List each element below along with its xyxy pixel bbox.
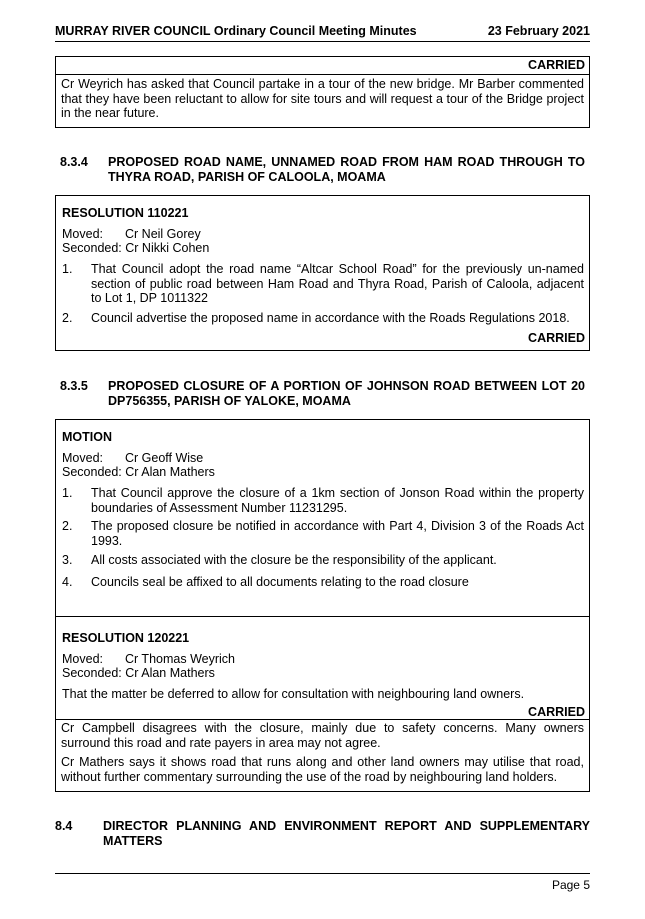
moved-label: Moved:	[62, 651, 103, 666]
resolution-box-834	[55, 195, 590, 351]
item-text: That Council adopt the road name “Altcar School Road” for the previously un-named section of public road between Ham Road and Thyra Road, Parish of Caloola, adjacent to Lot 1, DP 1011322	[91, 262, 584, 306]
section-heading-835	[60, 379, 585, 411]
section-title: PROPOSED CLOSURE OF A PORTION OF JOHNSON ROAD BETWEEN LOT 20 DP756355, PARISH OF YALOKE, MOAMA	[108, 379, 585, 408]
moved-line	[62, 451, 584, 466]
section-number: 8.4	[55, 819, 73, 833]
carried-label: CARRIED	[528, 58, 585, 72]
moved-line	[62, 652, 584, 667]
resolution-title: RESOLUTION 110221	[62, 206, 189, 220]
divider	[56, 74, 589, 75]
page-header	[55, 24, 590, 42]
divider	[56, 616, 589, 617]
discussion-note: Cr Mathers says it shows road that runs along and other land owners may utilise that road, without further commentary surrounding the use of the road by neighbouring land holders.	[61, 755, 584, 784]
divider	[56, 719, 589, 720]
seconded-label: Seconded:	[62, 465, 122, 480]
item-text: All costs associated with the closure be the responsibility of the applicant.	[91, 553, 497, 567]
item-text: The proposed closure be notified in accordance with Part 4, Division 3 of the Roads Act 1993.	[91, 519, 584, 548]
moved-line	[62, 227, 584, 242]
header-date: 23 February 2021	[487, 24, 590, 38]
moved-label: Moved:	[62, 226, 103, 241]
section-title: DIRECTOR PLANNING AND ENVIRONMENT REPORT AND SUPPLEMENTARY MATTERS	[103, 819, 590, 848]
carried-label: CARRIED	[528, 331, 585, 345]
item-text: That Council approve the closure of a 1km section of Jonson Road within the property boundaries of Assessment Number 11231295.	[91, 486, 584, 515]
footer-divider	[55, 873, 590, 874]
section-heading-834	[60, 155, 585, 187]
item-number: 2.	[62, 519, 73, 533]
discussion-note: Cr Campbell disagrees with the closure, mainly due to safety concerns. Many owners surround this road and rate payers in area may not agree.	[61, 721, 584, 750]
section-title: PROPOSED ROAD NAME, UNNAMED ROAD FROM HAM ROAD THROUGH TO THYRA ROAD, PARISH OF CALOOLA, MOAMA	[108, 155, 585, 184]
moved-value: Cr Geoff Wise	[125, 450, 204, 465]
page-number: Page 5	[551, 878, 590, 892]
motion-title: MOTION	[62, 430, 112, 444]
discussion-note: Cr Weyrich has asked that Council partake in a tour of the new bridge. Mr Barber commented that they have been reluctant to allow for site tours and will request a tour of the Bridge project in the near future.	[61, 77, 584, 121]
motion-box-835	[55, 419, 590, 792]
item-text: Councils seal be affixed to all documents relating to the road closure	[91, 575, 469, 589]
carried-box-top	[55, 56, 590, 128]
section-number: 8.3.4	[60, 155, 88, 169]
item-number: 4.	[62, 575, 73, 589]
seconded-value: Cr Alan Mathers	[125, 465, 215, 480]
seconded-label: Seconded:	[62, 241, 122, 256]
carried-label: CARRIED	[528, 705, 585, 719]
seconded-value: Cr Alan Mathers	[125, 666, 215, 681]
header-title: MURRAY RIVER COUNCIL Ordinary Council Meeting Minutes	[55, 24, 417, 38]
moved-value: Cr Neil Gorey	[125, 226, 201, 241]
moved-value: Cr Thomas Weyrich	[125, 651, 235, 666]
section-number: 8.3.5	[60, 379, 88, 393]
item-number: 1.	[62, 262, 73, 276]
item-number: 1.	[62, 486, 73, 500]
seconded-line	[62, 666, 584, 681]
item-number: 2.	[62, 311, 73, 325]
item-number: 3.	[62, 553, 73, 567]
seconded-label: Seconded:	[62, 666, 122, 681]
seconded-line	[62, 241, 584, 256]
resolution-title: RESOLUTION 120221	[62, 631, 190, 645]
seconded-line	[62, 465, 584, 480]
moved-label: Moved:	[62, 450, 103, 465]
resolution-text: That the matter be deferred to allow for consultation with neighbouring land owners.	[62, 686, 525, 701]
seconded-value: Cr Nikki Cohen	[125, 241, 210, 256]
item-text: Council advertise the proposed name in accordance with the Roads Regulations 2018.	[91, 311, 570, 325]
section-heading-84	[55, 819, 590, 851]
